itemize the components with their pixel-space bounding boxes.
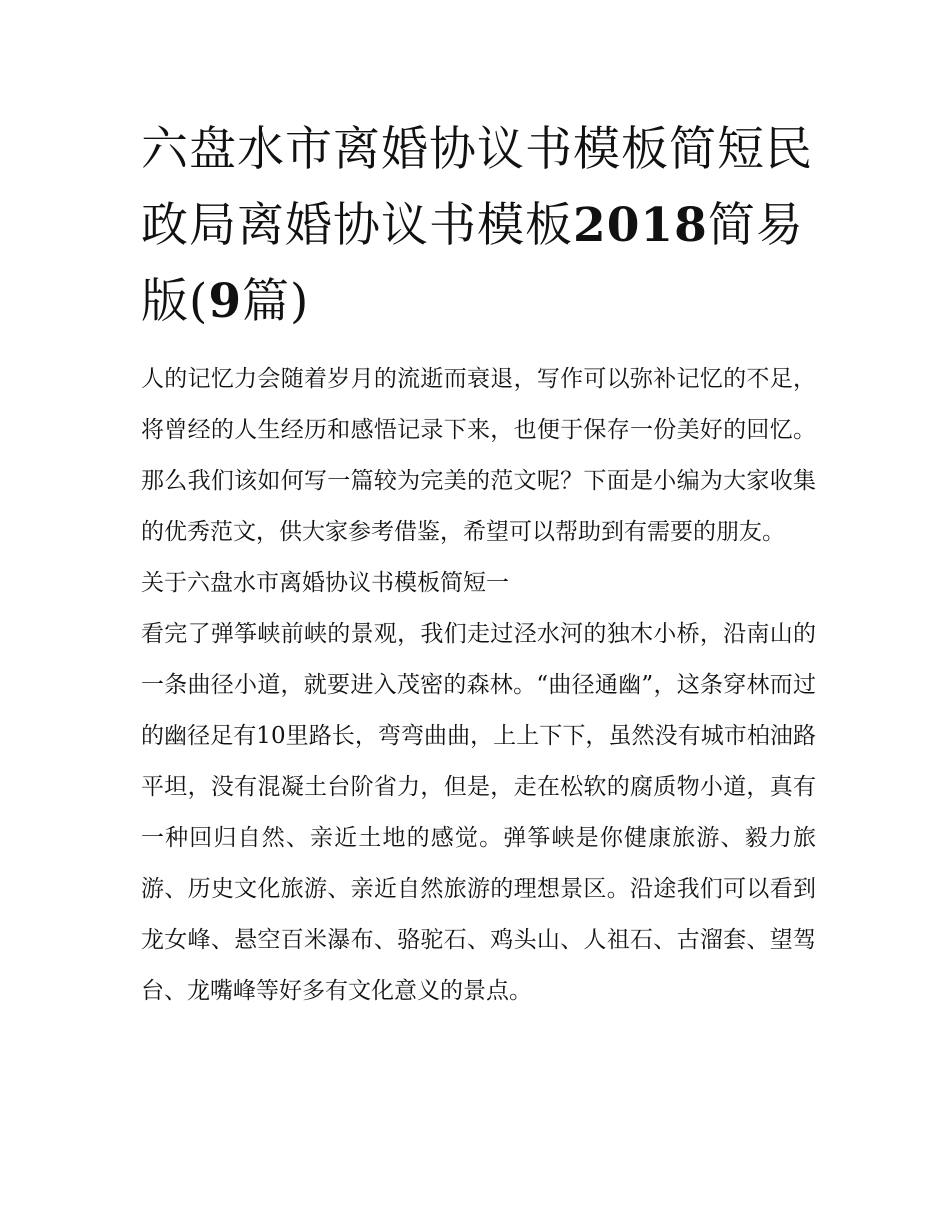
title-text-part1: 六盘水市离婚协议书模板简短民政局离婚协议书模板 [141, 122, 813, 253]
document-title [141, 112, 816, 340]
title-text-part3: 篇) [242, 274, 310, 329]
section-heading: 关于六盘水市离婚协议书模板简短一 [141, 570, 509, 596]
title-count: 9 [208, 274, 243, 329]
document-content [141, 112, 816, 1017]
title-year: 2018 [573, 198, 708, 253]
intro-paragraph: 人的记忆力会随着岁月的流逝而衰退，写作可以弥补记忆的不足，将曾经的人生经历和感悟记录下来，也便于保存一份美好的回忆。那么我们该如何写一篇较为完美的范文呢？下面是小编为大家收集的优秀范文，供大家参考借鉴，希望可以帮助到有需要的朋友。 [141, 366, 816, 545]
section-body-paragraph: 看完了弹筝峡前峡的景观，我们走过泾水河的独木小桥，沿南山的一条曲径小道，就要进入茂密的森林。“曲径通幽”，这条穿林而过的幽径足有10里路长，弯弯曲曲，上上下下，虽然没有城市柏油路平坦，没有混凝土台阶省力，但是，走在松软的腐质物小道，真有一种回归自然、亲近土地的感觉。弹筝峡是你健康旅游、毅力旅游、历史文化旅游、亲近自然旅游的理想景区。沿途我们可以看到龙女峰、悬空百米瀑布、骆驼石、鸡头山、人祖石、古溜套、望驾台、龙嘴峰等好多有文化意义的景点。 [141, 621, 816, 1004]
title-text-part2: 简易版( [141, 198, 804, 329]
